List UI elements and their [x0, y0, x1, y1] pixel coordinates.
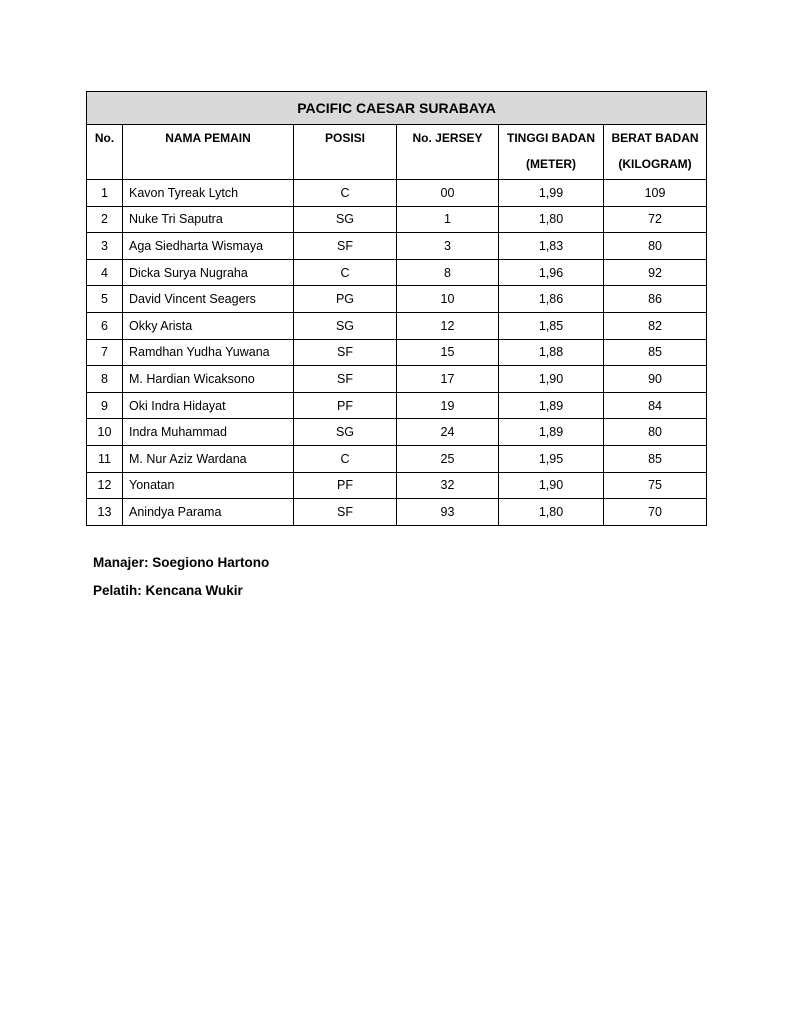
cell-no: 6 [87, 312, 123, 339]
cell-jersey: 12 [397, 312, 499, 339]
cell-name: Yonatan [123, 472, 294, 499]
header-name: NAMA PEMAIN [123, 125, 294, 180]
cell-position: PF [294, 392, 397, 419]
cell-jersey: 32 [397, 472, 499, 499]
cell-weight: 80 [604, 233, 707, 260]
table-row [87, 472, 707, 499]
cell-weight: 75 [604, 472, 707, 499]
cell-no: 11 [87, 445, 123, 472]
cell-no: 8 [87, 366, 123, 393]
cell-height: 1,83 [499, 233, 604, 260]
table-row [87, 180, 707, 207]
cell-jersey: 1 [397, 206, 499, 233]
cell-weight: 86 [604, 286, 707, 313]
cell-position: SF [294, 233, 397, 260]
cell-jersey: 25 [397, 445, 499, 472]
cell-position: C [294, 259, 397, 286]
table-title: PACIFIC CAESAR SURABAYA [87, 92, 707, 125]
cell-jersey: 24 [397, 419, 499, 446]
cell-weight: 80 [604, 419, 707, 446]
cell-height: 1,88 [499, 339, 604, 366]
cell-jersey: 17 [397, 366, 499, 393]
header-height: TINGGI BADAN (METER) [499, 125, 604, 180]
cell-no: 7 [87, 339, 123, 366]
table-row [87, 419, 707, 446]
cell-height: 1,80 [499, 206, 604, 233]
cell-height: 1,89 [499, 419, 604, 446]
cell-weight: 85 [604, 339, 707, 366]
table-row [87, 312, 707, 339]
header-weight: BERAT BADAN (KILOGRAM) [604, 125, 707, 180]
cell-jersey: 00 [397, 180, 499, 207]
cell-name: Aga Siedharta Wismaya [123, 233, 294, 260]
cell-name: Kavon Tyreak Lytch [123, 180, 294, 207]
cell-jersey: 15 [397, 339, 499, 366]
cell-position: SF [294, 339, 397, 366]
cell-jersey: 19 [397, 392, 499, 419]
table-row [87, 392, 707, 419]
cell-no: 1 [87, 180, 123, 207]
cell-name: Anindya Parama [123, 499, 294, 526]
cell-weight: 82 [604, 312, 707, 339]
cell-jersey: 10 [397, 286, 499, 313]
cell-weight: 90 [604, 366, 707, 393]
roster-table [86, 91, 707, 526]
header-no: No. [87, 125, 123, 180]
cell-name: Dicka Surya Nugraha [123, 259, 294, 286]
cell-name: Okky Arista [123, 312, 294, 339]
table-row [87, 259, 707, 286]
cell-position: SG [294, 419, 397, 446]
cell-weight: 92 [604, 259, 707, 286]
cell-name: Ramdhan Yudha Yuwana [123, 339, 294, 366]
cell-name: Oki Indra Hidayat [123, 392, 294, 419]
cell-jersey: 8 [397, 259, 499, 286]
table-row [87, 286, 707, 313]
table-row [87, 445, 707, 472]
cell-height: 1,89 [499, 392, 604, 419]
table-row [87, 366, 707, 393]
cell-no: 9 [87, 392, 123, 419]
cell-name: Nuke Tri Saputra [123, 206, 294, 233]
cell-name: M. Hardian Wicaksono [123, 366, 294, 393]
cell-weight: 72 [604, 206, 707, 233]
header-jersey: No. JERSEY [397, 125, 499, 180]
cell-height: 1,86 [499, 286, 604, 313]
cell-jersey: 93 [397, 499, 499, 526]
cell-position: SG [294, 312, 397, 339]
cell-position: SF [294, 366, 397, 393]
table-row [87, 206, 707, 233]
cell-height: 1,99 [499, 180, 604, 207]
cell-position: PF [294, 472, 397, 499]
cell-position: SG [294, 206, 397, 233]
roster-body [87, 180, 707, 526]
cell-no: 12 [87, 472, 123, 499]
cell-position: C [294, 180, 397, 207]
cell-jersey: 3 [397, 233, 499, 260]
cell-weight: 109 [604, 180, 707, 207]
cell-height: 1,90 [499, 472, 604, 499]
cell-height: 1,96 [499, 259, 604, 286]
cell-height: 1,95 [499, 445, 604, 472]
cell-name: M. Nur Aziz Wardana [123, 445, 294, 472]
cell-name: David Vincent Seagers [123, 286, 294, 313]
cell-position: PG [294, 286, 397, 313]
cell-weight: 84 [604, 392, 707, 419]
manager-label: Manajer: Soegiono Hartono [93, 555, 270, 570]
cell-weight: 70 [604, 499, 707, 526]
cell-position: SF [294, 499, 397, 526]
cell-height: 1,90 [499, 366, 604, 393]
coach-label: Pelatih: Kencana Wukir [93, 583, 243, 598]
table-header-row [87, 125, 707, 180]
cell-no: 10 [87, 419, 123, 446]
cell-no: 3 [87, 233, 123, 260]
cell-name: Indra Muhammad [123, 419, 294, 446]
table-row [87, 339, 707, 366]
header-position: POSISI [294, 125, 397, 180]
cell-position: C [294, 445, 397, 472]
table-row [87, 233, 707, 260]
cell-no: 4 [87, 259, 123, 286]
cell-weight: 85 [604, 445, 707, 472]
cell-no: 13 [87, 499, 123, 526]
table-row [87, 499, 707, 526]
cell-height: 1,80 [499, 499, 604, 526]
table-title-row [87, 92, 707, 125]
cell-no: 2 [87, 206, 123, 233]
cell-height: 1,85 [499, 312, 604, 339]
cell-no: 5 [87, 286, 123, 313]
